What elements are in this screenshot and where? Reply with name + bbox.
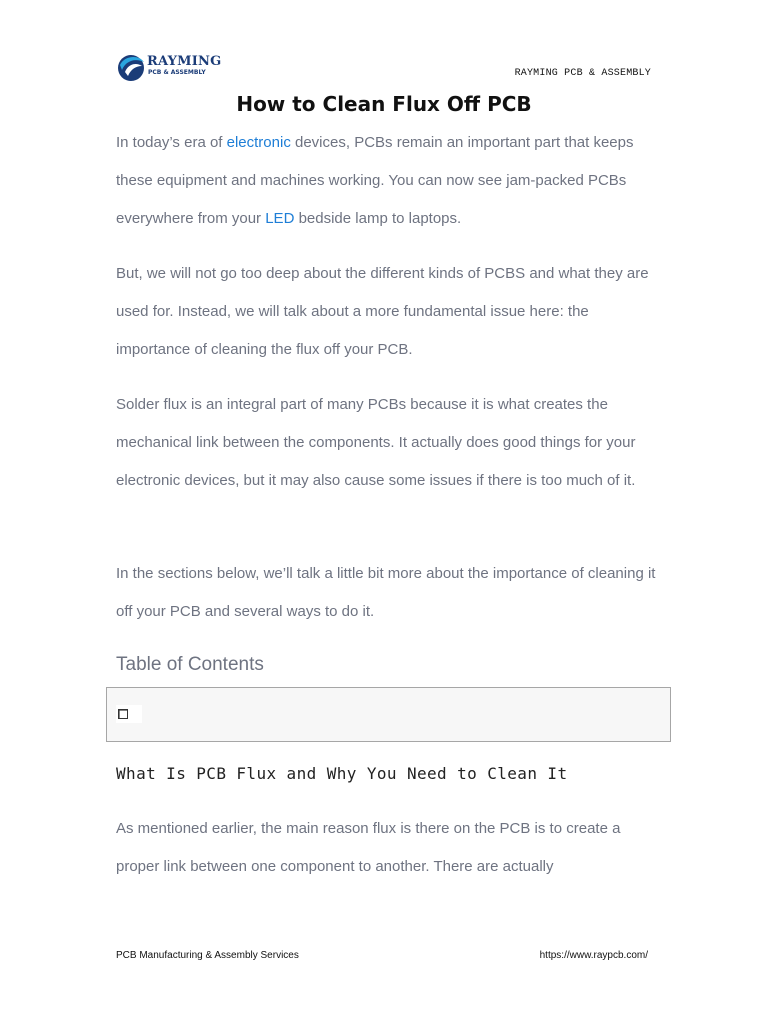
logo-subtitle: PCB & ASSEMBLY [148,69,206,76]
intro-text-2: devices, PCBs remain an important part that keeps these equipment and machines working. You can now see jam-packed PCBs everywhere from your [116,134,634,227]
paragraph-scope: But, we will not go too deep about the different kinds of PCBS and what they are used for. Instead, we will talk about a more fundamental issue here: the importance of cleaning the flux off your PCB. [116,265,649,358]
toc-toggle-button[interactable] [116,705,142,723]
intro-paragraph [116,124,661,238]
header-company-name: RAYMING PCB & ASSEMBLY [514,68,651,79]
paragraph-solder-flux: Solder flux is an integral part of many PCBs because it is what creates the mechanical link between the components. It actually does good things for your electronic devices, but it may also cause some issues if there is too much of it. [116,396,636,489]
rayming-logo [116,52,226,82]
section-heading: What Is PCB Flux and Why You Need to Clean It [116,764,568,783]
paragraph-sections-below: In the sections below, we’ll talk a little bit more about the importance of cleaning it off your PCB and several ways to do it. [116,565,656,620]
toc-heading: Table of Contents [116,654,264,675]
intro-text-1: In today’s era of [116,134,227,151]
footer-url[interactable]: https://www.raypcb.com/ [539,950,648,961]
checkbox-icon [118,709,128,719]
toc-container [106,687,671,742]
led-link[interactable]: LED [265,210,295,227]
footer-services: PCB Manufacturing & Assembly Services [116,950,299,961]
logo-name: RAYMING [147,54,222,69]
page-title: How to Clean Flux Off PCB [236,92,532,116]
intro-text-3: bedside lamp to laptops. [294,210,462,227]
rayming-logo-icon [116,52,146,82]
electronic-link[interactable]: electronic [226,134,291,151]
paragraph-flux-purpose: As mentioned earlier, the main reason flux is there on the PCB is to create a proper link between one component to another. There are actually [116,820,621,875]
